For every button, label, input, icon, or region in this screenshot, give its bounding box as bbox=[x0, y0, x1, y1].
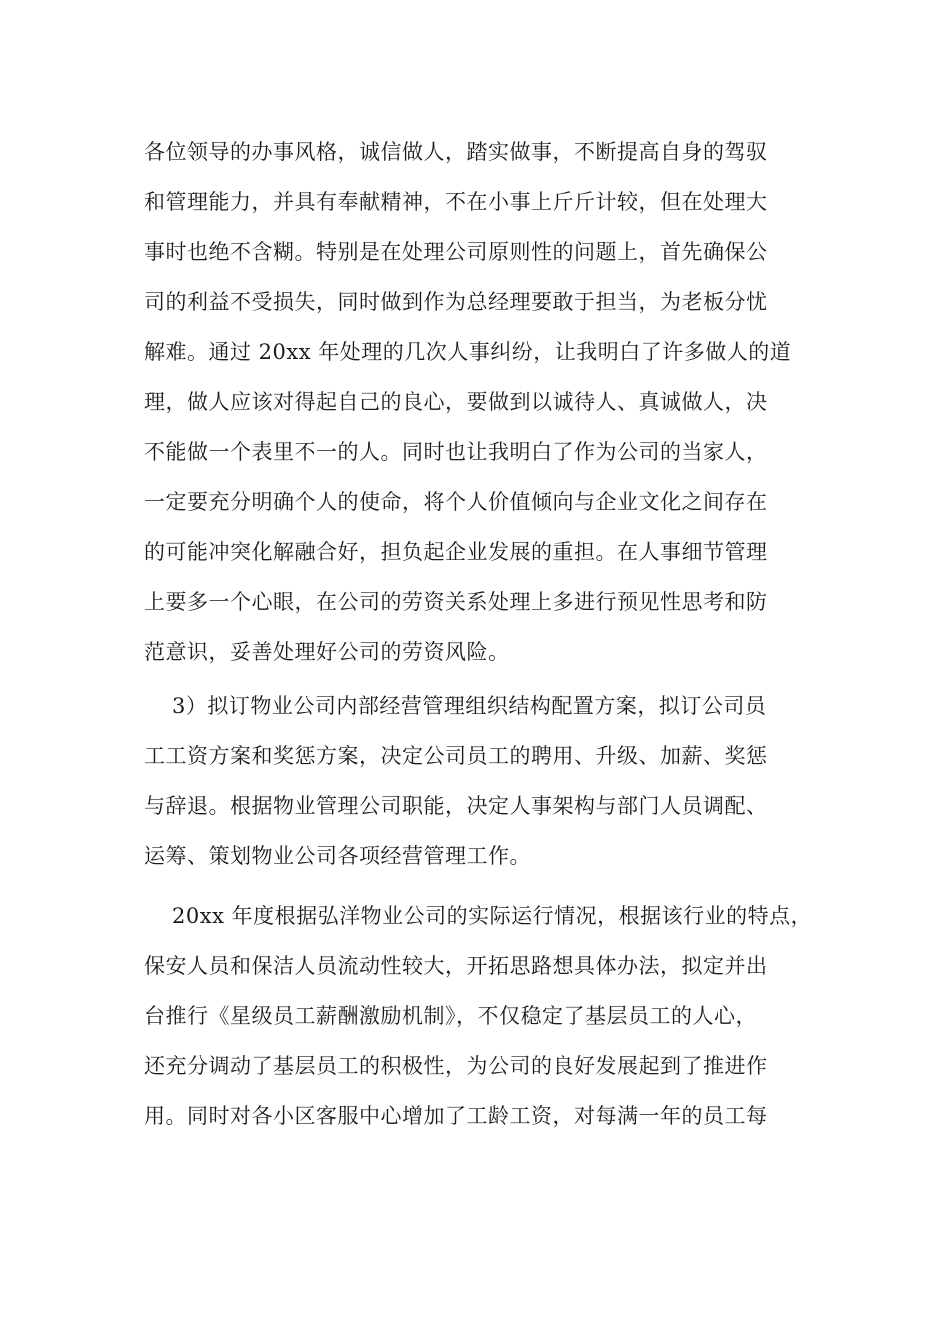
paragraph-line: 范意识，妥善处理好公司的劳资风险。 bbox=[144, 640, 510, 664]
paragraph-line: 事时也绝不含糊。特别是在处理公司原则性的问题上，首先确保公 bbox=[144, 240, 768, 264]
paragraph-line: 运筹、策划物业公司各项经营管理工作。 bbox=[144, 844, 531, 868]
paragraph-line: 解难。通过 20xx 年处理的几次人事纠纷，让我明白了许多做人的道 bbox=[144, 340, 792, 364]
paragraph-line: 用。同时对各小区客服中心增加了工龄工资，对每满一年的员工每 bbox=[144, 1104, 768, 1128]
paragraph-line: 理，做人应该对得起自己的良心，要做到以诚待人、真诚做人，决 bbox=[144, 390, 768, 414]
paragraph-line: 司的利益不受损失，同时做到作为总经理要敢于担当，为老板分忧 bbox=[144, 290, 768, 314]
paragraph-line: 一定要充分明确个人的使命，将个人价值倾向与企业文化之间存在 bbox=[144, 490, 768, 514]
paragraph-line: 和管理能力，并具有奉献精神，不在小事上斤斤计较，但在处理大 bbox=[144, 190, 768, 214]
paragraph-line: 保安人员和保洁人员流动性较大，开拓思路想具体办法，拟定并出 bbox=[144, 954, 768, 978]
paragraph-line: 不能做一个表里不一的人。同时也让我明白了作为公司的当家人， bbox=[144, 440, 768, 464]
paragraph-line: 20xx 年度根据弘洋物业公司的实际运行情况，根据该行业的特点， bbox=[172, 904, 813, 928]
paragraph-line: 上要多一个心眼，在公司的劳资关系处理上多进行预见性思考和防 bbox=[144, 590, 768, 614]
paragraph-line: 工工资方案和奖惩方案，决定公司员工的聘用、升级、加薪、奖惩 bbox=[144, 744, 768, 768]
paragraph-line: 还充分调动了基层员工的积极性，为公司的良好发展起到了推进作 bbox=[144, 1054, 768, 1078]
paragraph-line: 各位领导的办事风格，诚信做人，踏实做事，不断提高自身的驾驭 bbox=[144, 140, 768, 164]
paragraph-line: 台推行《星级员工薪酬激励机制》，不仅稳定了基层员工的人心， bbox=[144, 1004, 757, 1028]
paragraph-line: 的可能冲突化解融合好，担负起企业发展的重担。在人事细节管理 bbox=[144, 540, 768, 564]
paragraph-line: 3）拟订物业公司内部经营管理组织结构配置方案，拟订公司员 bbox=[172, 694, 767, 718]
paragraph-line: 与辞退。根据物业管理公司职能，决定人事架构与部门人员调配、 bbox=[144, 794, 768, 818]
